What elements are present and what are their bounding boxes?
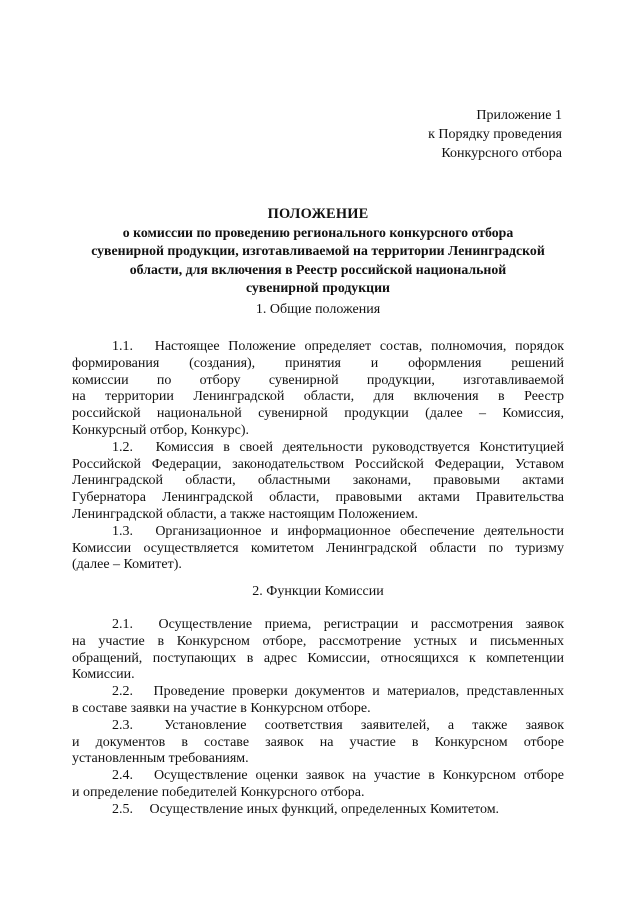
section-2-heading: 2. Функции Комиссии bbox=[252, 584, 384, 599]
appendix-line-3: Конкурсного отбора bbox=[441, 146, 562, 161]
paragraph-line: на территории Ленинградской области, для включения в Реестр bbox=[72, 389, 564, 405]
paragraph-line: 1.1. Настоящее Положение определяет состав, полномочия, порядок bbox=[112, 339, 565, 354]
title-line-4: сувенирной продукции bbox=[245, 280, 391, 295]
paragraph-line: в составе заявки на участие в Конкурсном отборе. bbox=[72, 700, 371, 716]
paragraph-2-2 bbox=[72, 684, 564, 718]
paragraph-line: (далее – Комитет). bbox=[72, 557, 182, 573]
paragraph-number: 2.2. bbox=[112, 684, 133, 700]
paragraph-1-3 bbox=[72, 524, 564, 574]
paragraph-line: Губернатора Ленинградской области, правовыми актами Правительства bbox=[72, 490, 564, 506]
paragraph-2-5 bbox=[72, 802, 564, 819]
paragraph-number: 1.3. bbox=[112, 523, 133, 539]
appendix-reference bbox=[322, 106, 562, 163]
paragraph-line: 2.3. Установление соответствия заявителей, а также заявок bbox=[112, 717, 565, 733]
paragraph-number: 1.2. bbox=[112, 439, 133, 455]
paragraph-number: 1.1. bbox=[112, 339, 133, 354]
section-1-body bbox=[72, 339, 564, 574]
paragraph-line: 2.5. Осуществление иных функций, определенных Комитетом. bbox=[112, 801, 500, 817]
paragraph-line: обращений, поступающих в адрес Комиссии, относящихся к компетенции bbox=[72, 650, 564, 666]
paragraph-line: и определение победителей Конкурсного отбора. bbox=[72, 784, 365, 800]
paragraph-number: 2.1. bbox=[112, 617, 133, 632]
paragraph-line: Российской Федерации, законодательством Российской Федерации, Уставом bbox=[72, 456, 564, 472]
paragraph-line: 2.2. Проведение проверки документов и материалов, представленных bbox=[112, 684, 564, 700]
section-2-body bbox=[72, 617, 564, 819]
title-line-1: о комиссии по проведению регионального конкурсного отбора bbox=[122, 224, 514, 240]
paragraph-number: 2.4. bbox=[112, 768, 133, 784]
title-main: ПОЛОЖЕНИЕ bbox=[267, 206, 369, 222]
paragraph-line: комиссии по отбору сувенирной продукции, изготавливаемой bbox=[72, 372, 564, 388]
paragraph-2-3 bbox=[72, 718, 564, 768]
paragraph-line: на участие в Конкурсном отборе, рассмотрение устных и письменных bbox=[72, 633, 564, 649]
paragraph-line: Ленинградской области, а также настоящим Положением. bbox=[72, 506, 418, 522]
paragraph-number: 2.3. bbox=[112, 717, 133, 733]
paragraph-line: 2.4. Осуществление оценки заявок на участие в Конкурсном отборе bbox=[112, 768, 565, 784]
paragraph-number: 2.5. bbox=[112, 801, 133, 817]
paragraph-line: 2.1. Осуществление приема, регистрации и рассмотрения заявок bbox=[112, 617, 564, 632]
paragraph-line: 1.2. Комиссия в своей деятельности руководствуется Конституцией bbox=[112, 439, 565, 455]
title-line-2: сувенирной продукции, изготавливаемой на территории Ленинградской bbox=[91, 243, 545, 258]
appendix-line-1: Приложение 1 bbox=[476, 108, 562, 123]
document-title bbox=[72, 205, 564, 298]
paragraph-line: российской национальной сувенирной продукции (далее – Комиссия, bbox=[72, 406, 564, 422]
paragraph-2-4 bbox=[72, 768, 564, 802]
paragraph-line: Комиссии. bbox=[72, 667, 135, 683]
appendix-line-2: к Порядку проведения bbox=[428, 127, 562, 142]
paragraph-line: и документов в составе заявок на участие в Конкурсном отборе bbox=[72, 734, 564, 750]
section-1-heading: 1. Общие положения bbox=[255, 302, 381, 317]
paragraph-line: формирования (создания), принятия и оформления решений bbox=[72, 355, 564, 371]
paragraph-line: Комиссии осуществляется комитетом Ленинградской области по туризму bbox=[72, 540, 564, 556]
paragraph-1-2 bbox=[72, 440, 564, 524]
paragraph-line: 1.3. Организационное и информационное обеспечение деятельности bbox=[112, 523, 564, 539]
title-line-3: области, для включения в Реестр российской национальной bbox=[129, 261, 507, 277]
paragraph-line: Конкурсный отбор, Конкурс). bbox=[72, 422, 250, 438]
paragraph-line: Ленинградской области, областными законами, правовыми актами bbox=[72, 473, 564, 489]
paragraph-line: установленным требованиям. bbox=[72, 751, 249, 767]
paragraph-2-1 bbox=[72, 617, 564, 684]
paragraph-1-1 bbox=[72, 339, 564, 440]
